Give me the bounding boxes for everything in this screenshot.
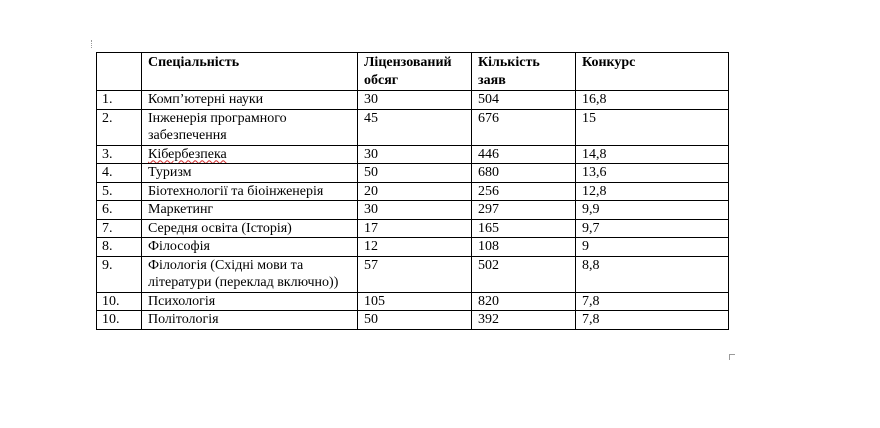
table-row [97, 201, 729, 220]
cell-licensed-volume[interactable]: 45 [358, 109, 472, 145]
cell-number[interactable]: 7. [97, 219, 142, 238]
cell-licensed-volume[interactable]: 105 [358, 292, 472, 311]
cell-licensed-volume[interactable]: 57 [358, 256, 472, 292]
header-competition[interactable]: Конкурс [576, 53, 729, 91]
cell-applications[interactable]: 256 [472, 182, 576, 201]
cell-applications[interactable]: 392 [472, 311, 576, 330]
cell-competition[interactable]: 16,8 [576, 91, 729, 110]
header-licensed-volume[interactable]: Ліцензований обсяг [358, 53, 472, 91]
table-row [97, 238, 729, 257]
cell-applications[interactable]: 297 [472, 201, 576, 220]
cell-specialty[interactable]: Туризм [142, 164, 358, 183]
cell-applications[interactable]: 446 [472, 145, 576, 164]
cell-specialty[interactable] [142, 145, 358, 164]
cell-licensed-volume[interactable]: 20 [358, 182, 472, 201]
table-row [97, 145, 729, 164]
cell-licensed-volume[interactable]: 17 [358, 219, 472, 238]
cell-competition[interactable]: 9,7 [576, 219, 729, 238]
header-number[interactable] [97, 53, 142, 91]
cell-number[interactable]: 9. [97, 256, 142, 292]
table-header-row [97, 53, 729, 91]
cell-applications[interactable]: 680 [472, 164, 576, 183]
cell-licensed-volume[interactable]: 12 [358, 238, 472, 257]
cell-licensed-volume[interactable]: 30 [358, 145, 472, 164]
specialty-ranking-table [96, 52, 729, 330]
cell-applications[interactable]: 820 [472, 292, 576, 311]
header-specialty[interactable]: Спеціальність [142, 53, 358, 91]
cell-applications[interactable]: 502 [472, 256, 576, 292]
cell-competition[interactable]: 7,8 [576, 311, 729, 330]
cell-applications[interactable]: 165 [472, 219, 576, 238]
cell-specialty[interactable]: Політологія [142, 311, 358, 330]
cell-competition[interactable]: 9,9 [576, 201, 729, 220]
cell-applications[interactable]: 676 [472, 109, 576, 145]
header-applications[interactable]: Кількість заяв [472, 53, 576, 91]
table-row [97, 292, 729, 311]
table-row [97, 164, 729, 183]
cell-number[interactable]: 10. [97, 292, 142, 311]
table-move-handle[interactable] [91, 40, 96, 48]
cell-specialty[interactable]: Філософія [142, 238, 358, 257]
cell-competition[interactable]: 13,6 [576, 164, 729, 183]
cell-specialty[interactable]: Комп’ютерні науки [142, 91, 358, 110]
table-row [97, 109, 729, 145]
cell-licensed-volume[interactable]: 50 [358, 311, 472, 330]
cell-applications[interactable]: 108 [472, 238, 576, 257]
cell-specialty[interactable]: Філологія (Східні мови та літератури (переклад включно)) [142, 256, 358, 292]
cell-number[interactable]: 2. [97, 109, 142, 145]
cell-licensed-volume[interactable]: 30 [358, 201, 472, 220]
cell-licensed-volume[interactable]: 30 [358, 91, 472, 110]
cell-competition[interactable]: 8,8 [576, 256, 729, 292]
cell-competition[interactable]: 14,8 [576, 145, 729, 164]
cell-number[interactable]: 10. [97, 311, 142, 330]
cell-licensed-volume[interactable]: 50 [358, 164, 472, 183]
cell-competition[interactable]: 12,8 [576, 182, 729, 201]
cell-number[interactable]: 4. [97, 164, 142, 183]
cell-specialty[interactable]: Біотехнології та біоінженерія [142, 182, 358, 201]
cell-competition[interactable]: 9 [576, 238, 729, 257]
table-row [97, 311, 729, 330]
cell-number[interactable]: 1. [97, 91, 142, 110]
cell-number[interactable]: 8. [97, 238, 142, 257]
cell-specialty[interactable]: Маркетинг [142, 201, 358, 220]
table-row [97, 219, 729, 238]
cell-applications[interactable]: 504 [472, 91, 576, 110]
cell-competition[interactable]: 15 [576, 109, 729, 145]
table-row [97, 182, 729, 201]
table-row [97, 256, 729, 292]
table-resize-handle[interactable] [729, 354, 735, 360]
cell-specialty[interactable]: Психологія [142, 292, 358, 311]
cell-competition[interactable]: 7,8 [576, 292, 729, 311]
cell-number[interactable]: 5. [97, 182, 142, 201]
table-row [97, 91, 729, 110]
cell-specialty[interactable]: Середня освіта (Історія) [142, 219, 358, 238]
cell-number[interactable]: 3. [97, 145, 142, 164]
cell-number[interactable]: 6. [97, 201, 142, 220]
text-cursor [728, 243, 729, 259]
cell-specialty[interactable]: Інженерія програмного забезпечення [142, 109, 358, 145]
spellcheck-flagged-word[interactable]: Кібербезпека [148, 146, 227, 162]
